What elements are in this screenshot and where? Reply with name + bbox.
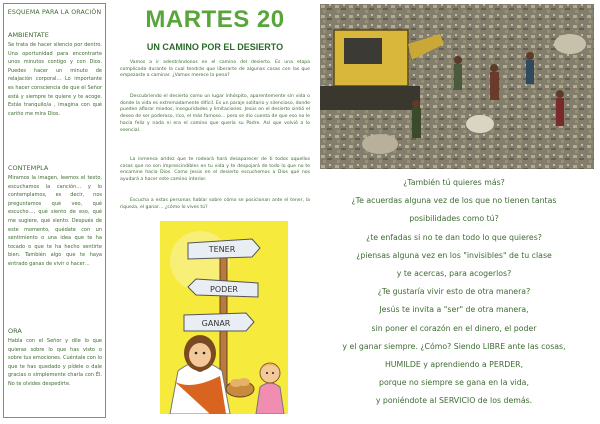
question-line: posibilidades como tú? [409, 214, 499, 224]
question-line: Jesús te invita a "ser" de otra manera, [379, 305, 529, 315]
question-line: ¿También tú quieres más? [403, 178, 505, 187]
section-heading-ora: ORA [8, 327, 22, 335]
question-line: ¿te enfadas si no te dan todo lo que quieres? [366, 232, 542, 242]
sign-ganar [184, 313, 254, 331]
question-line: y el ganar siempre. ¿Cómo? Siendo LIBRE ante las cosas, [342, 341, 566, 351]
svg-text:TENER: TENER [208, 245, 236, 254]
section-body-contempla: Miramos la imagen, leemos el texto, escuchamos la canción… y lo contemplamos, es decir, nos preguntamos qué veo, qué escucho…, qué siento de eso, qué me sugiere, qué siento. Después de este momento, quédate con un sentimiento o una idea que te ha tocado o que te ha hecho sentirte bien. También algo que te haya entrado ganas de vivir o hacer… [8, 175, 102, 267]
section-heading-ambientate: AMBIENTATE [8, 31, 49, 39]
page-subtitle: UN CAMINO POR EL DESIERTO [146, 42, 284, 52]
question-line: sin poner el corazón en el dinero, el poder [371, 323, 537, 333]
paragraph-intro: Vamos a ir adentrándonos en el camino del desierto. Es una etapa complicada durante la cual tendrás que liberarte de algunas cosas con las que empezaste a caminar. ¿Vamos merece la pena? [120, 60, 310, 79]
question-line: y te acercas, para acogerlos? [396, 269, 512, 279]
paragraph-aridity: La inmensa aridez que te rodeará hará desaparecer de ti todos aquellos cosas que no son imprescindibles en tu vida y te despojará de todo lo que no te encamine hacia Dios. Como Jesús en el desierto escuchemos a Dios qué nos ayudará a hacer este camino interior. [120, 157, 310, 183]
sign-tener [188, 239, 260, 259]
svg-text:PODER: PODER [210, 285, 238, 294]
paragraph-desert: Descubriendo el desierto como un lugar inhóspito, aparentemente sin vida o donde la vida es extremadamente difícil. Es un paraje solitario y silencioso, donde pueden aflorar miedos, inseguridades y limitaciones. Jesús en el desierto sintió el deseo de ser poderoso, rico, el más famoso… pero se dio cuenta de que eso no le hacía feliz y nada ni era el camino que quería su Padre. Así que volvió a lo esencial. [120, 94, 310, 133]
child-figure [256, 363, 284, 414]
reflection-column [112, 0, 318, 424]
page-title: MARTES 20 [145, 6, 285, 33]
question-line: ¿Te gustaría vivir esto de otra manera? [377, 287, 531, 297]
question-line: ¿Te acuerdas alguna vez de los que no tienen tantas [351, 196, 557, 206]
outline-title: ESQUEMA PARA LA ORACIÓN [7, 9, 102, 16]
question-line: ¿piensas alguna vez en los "invisibles" de tu clase [356, 250, 552, 260]
jesus-signpost-illustration [160, 221, 288, 414]
question-line: y poniéndote al SERVICIO de los demás. [375, 396, 533, 406]
svg-text:GANAR: GANAR [201, 319, 231, 328]
prayer-outline-panel [3, 3, 106, 418]
section-body-ambientate: Se trata de hacer silencio por dentro. Una oportunidad para encontrarte unos minutos contigo y con Dios. Puedes hacer un minuto de relajación corporal… Lo importante es hacer consciencia de que el Señor está y siempre te quiere y te acoge. Estás tranquilo/a , imagina con qué cariño me mira Dios. [8, 42, 102, 117]
reflection-questions [320, 174, 588, 411]
section-body-ora: Habla con el Señor y dile lo que quieras sobre lo que has visto o sobre tus emociones. Cuéntale con lo que te has quedado y pídele o dale gracias o simplemente charla con Él. No te olvides despedirte. [8, 338, 103, 387]
question-line: HUMILDE y aprendiendo a PERDER, [384, 360, 524, 370]
question-line: porque no siempre se gana en la vida, [379, 378, 529, 388]
landfill-photo [320, 4, 594, 169]
section-heading-contempla: CONTEMPLA [8, 164, 49, 172]
paragraph-listen: Escucha a estas personas hablar sobre cómo se posicionan ante el tener, la riqueza, el ganar… ¿cómo lo vives tú? [120, 198, 310, 210]
